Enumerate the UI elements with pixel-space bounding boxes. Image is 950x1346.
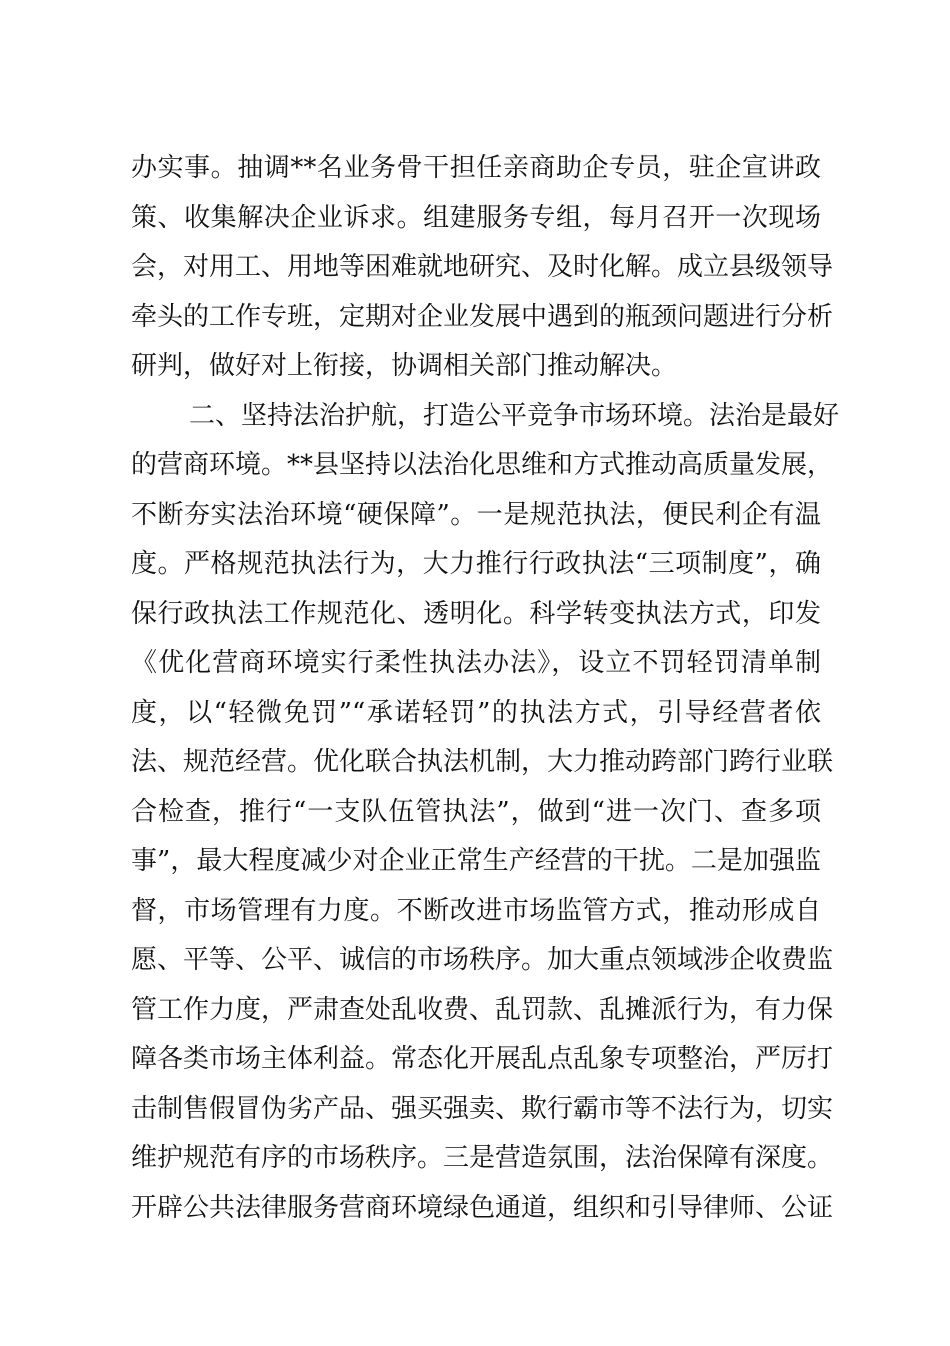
text-line: 击制售假冒伪劣产品、强买强卖、欺行霸市等不法行为，切实 (131, 1093, 834, 1124)
text-line: 不断夯实法治环境“硬保障”。一是规范执法，便民利企有温 (131, 499, 821, 530)
text-line: 《优化营商环境实行柔性执法办法》，设立不罚轻罚清单制 (131, 648, 821, 678)
text-line: 愿、平等、公平、诚信的市场秩序。加大重点领域涉企收费监 (131, 945, 834, 975)
text-line: 保行政执法工作规范化、透明化。科学转变执法方式，印发 (131, 598, 821, 629)
text-line: 会，对用工、用地等困难就地研究、及时化解。成立县级领导 (131, 252, 834, 282)
body-text (131, 144, 840, 1233)
text-line: 督，市场管理有力度。不断改进市场监管方式，推动形成自 (131, 895, 821, 926)
text-line: 办实事。抽调**名业务骨干担任亲商助企专员，驻企宣讲政 (131, 153, 821, 183)
text-line: 研判，做好对上衔接，协调相关部门推动解决。 (131, 351, 678, 381)
text-line: 障各类市场主体利益。常态化开展乱点乱象专项整治，严厉打 (131, 1044, 834, 1074)
text-line: 开辟公共法律服务营商环境绿色通道，组织和引导律师、公证 (131, 1192, 834, 1223)
text-line: 度。严格规范执法行为，大力推行行政执法“三项制度”，确 (131, 549, 821, 579)
text-line: 法、规范经营。优化联合执法机制，大力推动跨部门跨行业联 (131, 747, 834, 777)
text-line: 事”，最大程度减少对企业正常生产经营的干扰。二是加强监 (131, 846, 821, 876)
text-line: 的营商环境。**县坚持以法治化思维和方式推动高质量发展， (131, 450, 834, 480)
text-line: 合检查，推行“一支队伍管执法”，做到“进一次门、查多项 (131, 796, 821, 827)
text-line: 牵头的工作专班，定期对企业发展中遇到的瓶颈问题进行分析 (131, 301, 834, 332)
section-heading-line: 二、坚持法治护航，打造公平竞争市场环境。法治是最好 (189, 400, 840, 431)
text-line: 策、收集解决企业诉求。组建服务专组，每月召开一次现场 (131, 202, 821, 233)
text-line: 管工作力度，严肃查处乱收费、乱罚款、乱摊派行为，有力保 (131, 994, 834, 1025)
text-line: 度，以“轻微免罚”“承诺轻罚”的执法方式，引导经营者依 (131, 697, 821, 728)
text-line: 维护规范有序的市场秩序。三是营造氛围，法治保障有深度。 (131, 1143, 834, 1173)
